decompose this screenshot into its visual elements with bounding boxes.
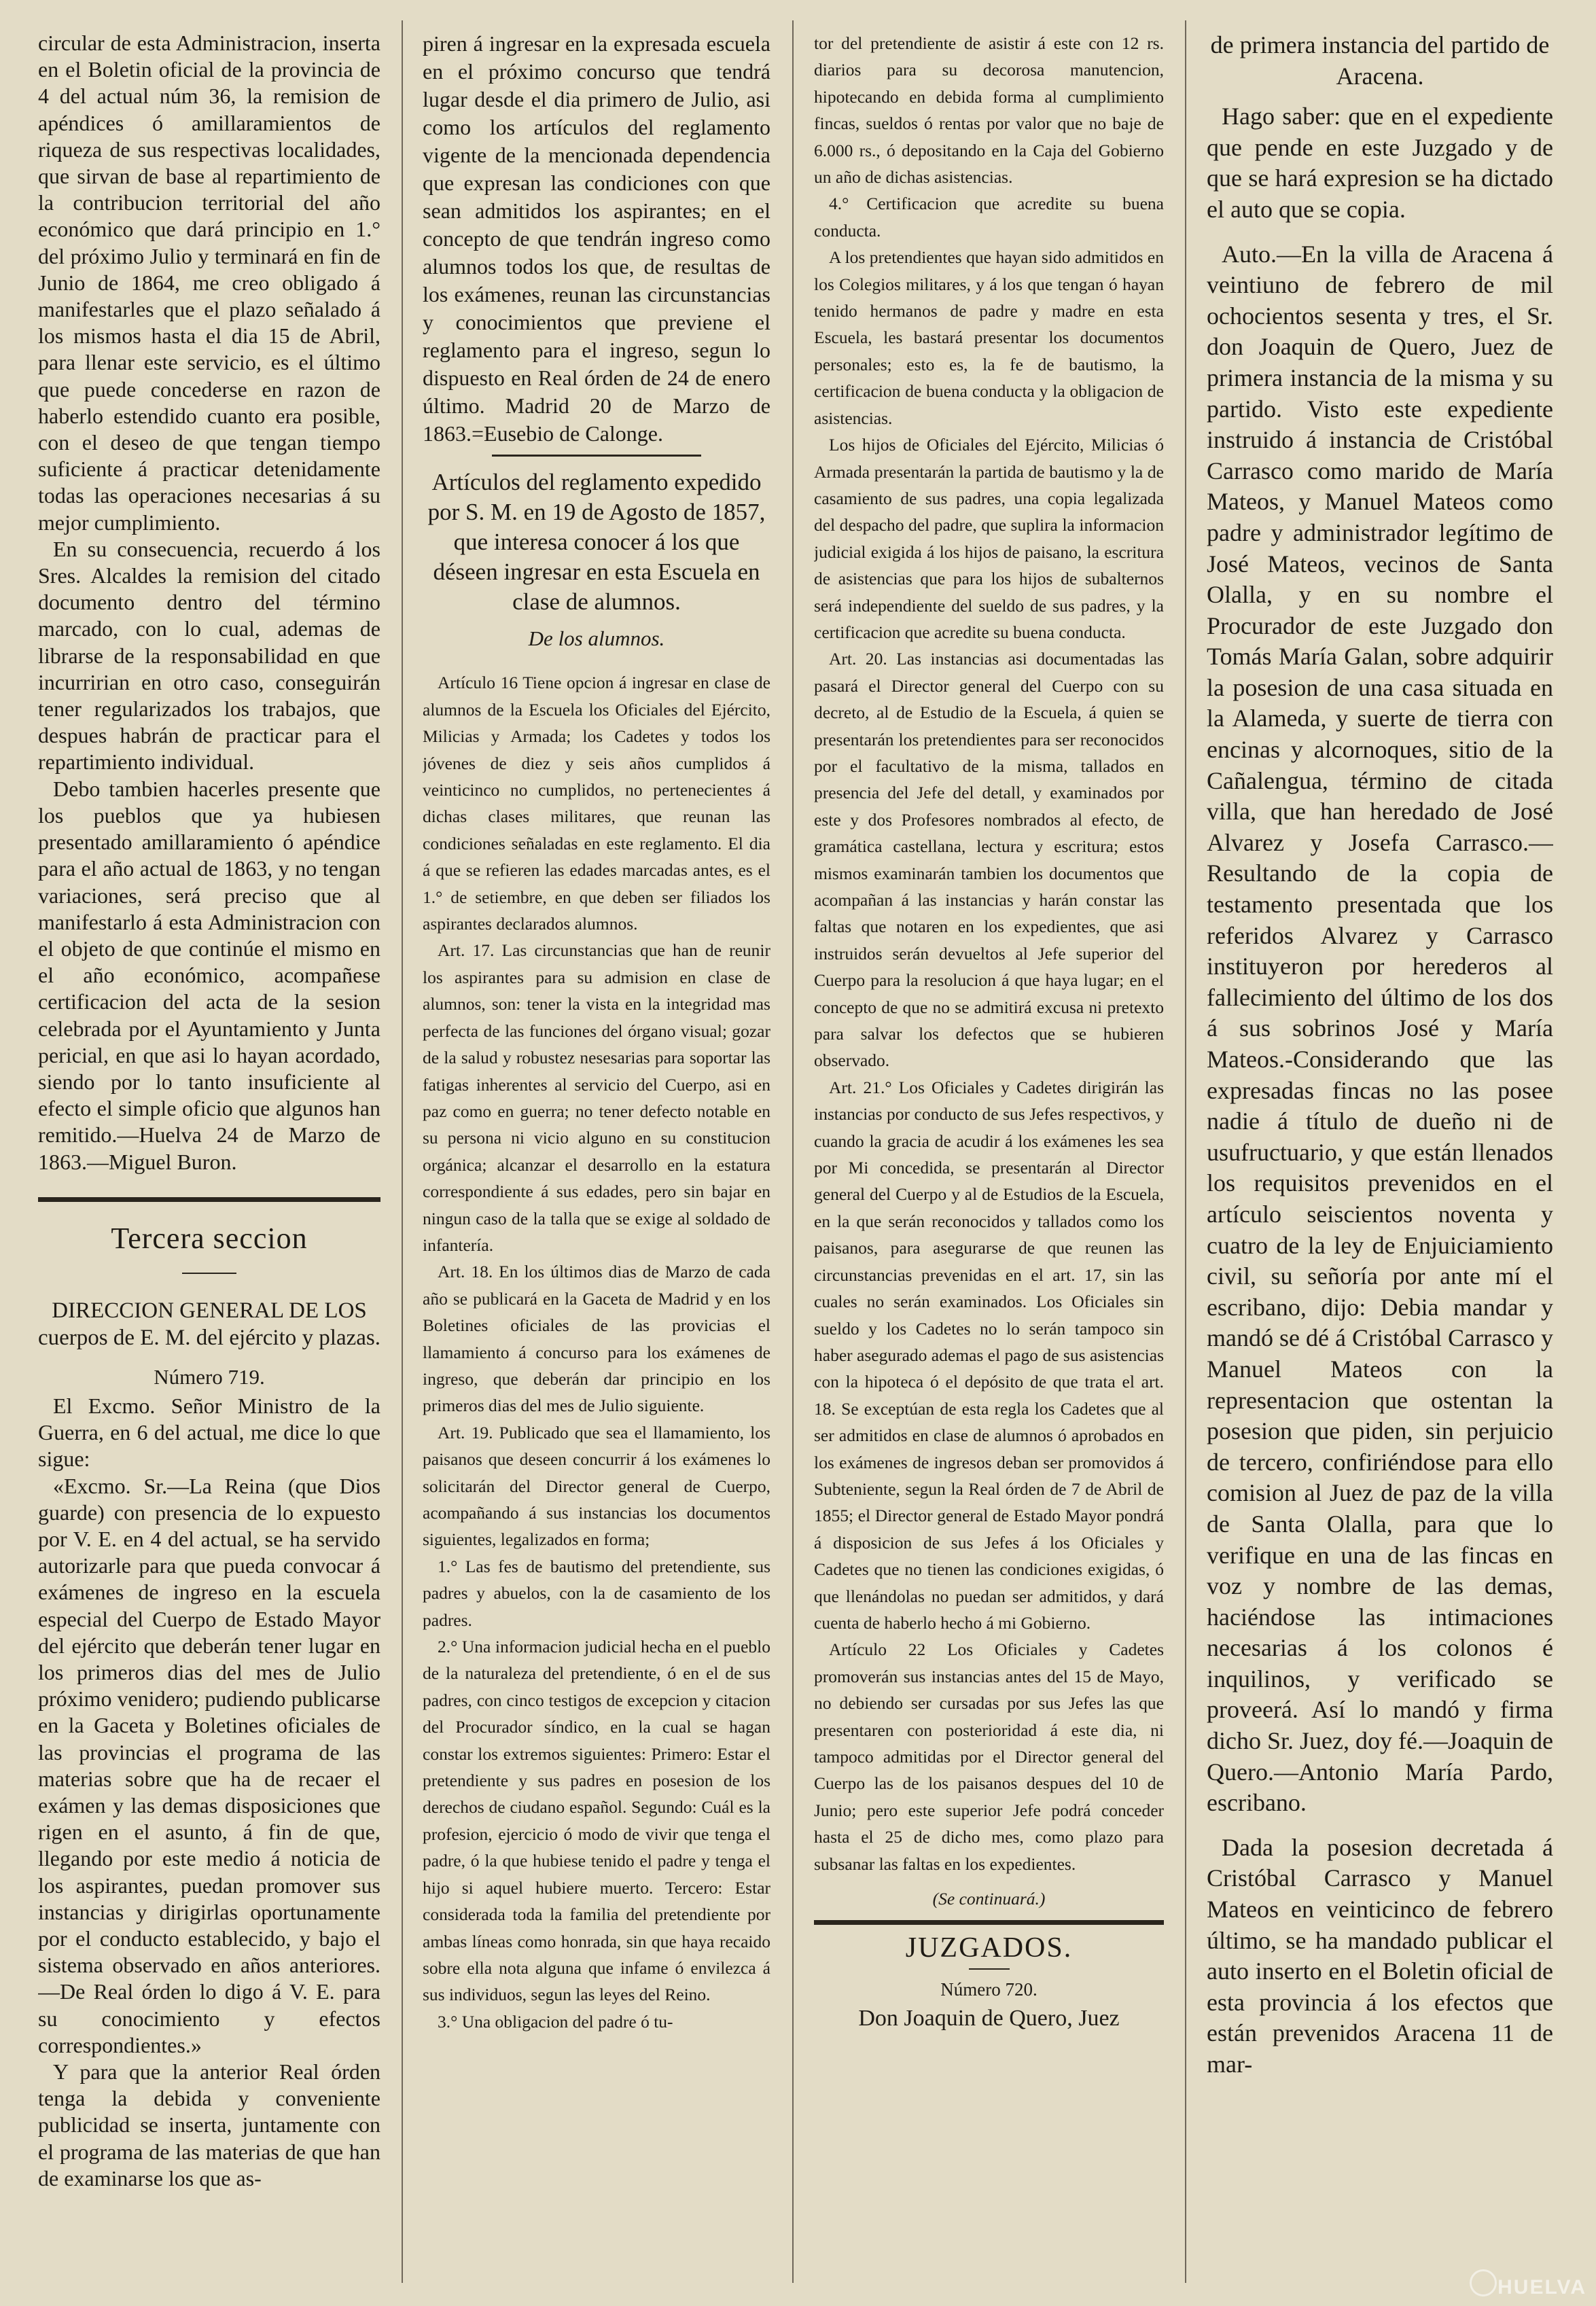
paragraph: Debo tambien hacerles presente que los pueblos que ya hubiesen presentado amillaramiento ó apéndice para el año actual de 1863, y no tengan variaciones, será preciso que al manifestarlo á esta Administracion con el objeto de que continúe el mismo en el año económico, acompañese certificacion del acta de la sesion celebrada por el Ayuntamiento y Junta pericial, en que asi lo hayan acordado, siendo por lo tanto insuficiente al efecto el simple oficio que algunos han remitido.—Huelva 24 de Marzo de 1863.—Miguel Buron. [38, 776, 380, 1174]
paragraph: piren á ingresar en la expresada escuela en el próximo concurso que tendrá lugar desde el dia primero de Julio, asi como los artículos del reglamento vigente de la mencionada dependencia que expresan las condiciones con que sean admitidos los aspirantes; en el concepto de que tendrán ingreso como alumnos todos los que, de resultas de los exámenes, reunan las circunstancias y conocimientos que previene el reglamento para el ingreso, segun lo dispuesto en Real órden de 24 de enero último. Madrid 20 de Marzo de 1863.=Eusebio de Calonge. [423, 31, 770, 446]
column-divider [1185, 20, 1186, 2283]
archive-logo-icon [1470, 2269, 1497, 2296]
requirement-3: 3.° Una obligacion del padre ó tu- [438, 2011, 673, 2032]
short-divider [969, 1968, 1010, 1970]
column-2 [423, 30, 770, 2299]
section-title: JUZGADOS. [905, 1932, 1073, 1964]
section-rule [814, 1920, 1164, 1925]
column-divider [402, 20, 403, 2283]
paragraph: Don Joaquin de Quero, Juez [858, 2005, 1120, 2031]
paragraph: «Excmo. Sr.—La Reina (que Dios guarde) con presencia de lo expuesto por V. E. en 4 del actual, se ha servido autorizarle para que pueda convocar á exámenes de ingreso en la escuela especial del Cuerpo de Estado Mayor del ejército que deberán tener lugar en los primeros dias del mes de Julio próximo venidero; pudiendo publicarse en la Gaceta y Boletines oficiales de las provincias el programa de las materias sobre que ha de recaer el exámen y las demas disposiciones que rigen en el asunto, á fin de que, llegando por este medio á noticia de los aspirantes, puedan promover sus instancias y dirigirlas oportunamente por el conducto establecido, y bajo el sistema observado en años anteriores.—De Real órden lo digo á V. E. para su conocimiento y efectos correspondientes.» [38, 1473, 380, 2057]
paragraph: El Excmo. Señor Ministro de la Guerra, en 6 del actual, me dice lo que sigue: [38, 1393, 380, 1472]
short-divider [182, 1273, 236, 1274]
paragraph: Los hijos de Oficiales del Ejército, Milicias ó Armada presentarán la partida de bautismo y la de casamiento de sus padres, una copia legalizada del despacho del padre, que suplira la informacion judicial exigida á los hijos de paisano, la escritura de asistencias que para los hijos de subalternos será independiente del sueldo de sus padres, y la certificacion que acredite su buena conducta. [814, 435, 1164, 642]
article-19: Art. 19. Publicado que sea el llamamiento, los paisanos que deseen concurrir á los exámenes lo solicitarán del Director general de Cuerpo, acompañando á sus instancias los documentos siguientes, legalizados en forma; [423, 1422, 770, 1550]
column-divider [792, 20, 794, 2283]
continued-note: (Se continuará.) [932, 1889, 1046, 1909]
column-4 [1207, 30, 1553, 2299]
requirement-4: 4.° Certificacion que acredite su buena conducta. [814, 194, 1164, 241]
article-21: Art. 21.° Los Oficiales y Cadetes dirigirán las instancias por conducto de sus Jefes respectivos, y cuando la gracia de acudir á los exámenes les sea por Mi concedida, se presentarán al Director general del Cuerpo y al de Estudios de la Escuela, en la que serán reconocidos y tallados como los paisanos, para asegurarse de que reunen las circunstancias prevenidas en el art. 17, sin las cuales no serán examinados. Los Oficiales sin sueldo y los Cadetes no lo serán tampoco sin haber asegurado ademas el pago de sus asistencias con la hipoteca ó el depósito de que trata el art. 18. Se exceptúan de esta regla los Cadetes que al ser admitidos en clase de alumnos ó aprobados en los exámenes de ingresos deban ser promovidos á Subteniente, segun la Real órden de 7 de Abril de 1855; el Director general de Estado Mayor pondrá á disposicion de sus Jefes á los Oficiales y Cadetes que no tienen las condiciones exigidas, ó que llenándolas no puedan ser admitidos, y dará cuenta de haberlo hecho á mi Gobierno. [814, 1077, 1164, 1633]
article-22: Artículo 22 Los Oficiales y Cadetes promoverán sus instancias antes del 15 de Mayo, no debiendo ser cursadas por sus Jefes las que presentaren con posterioridad á este dia, ni tampoco admitidas por el Director general del Cuerpo las de los paisanos despues del 10 de Junio; pero este superior Jefe podrá conceder hasta el 25 de dicho mes, como plazo para subsanar las faltas en los expedientes. [814, 1639, 1164, 1874]
article-20: Art. 20. Las instancias asi documentadas las pasará el Director general del Cuerpo con su decreto, al de Estudio de la Escuela, á quien se presentarán los pretendientes para ser reconocidos por el facultativo de la misma, tallados en presencia del Jefe del detall, y examinados por este y dos Profesores nombrados al efecto, de gramática castellana, lectura y escritura; estos mismos examinarán tambien los documentos que acompañan á las instancias y harán constar las faltas que notaren en los expedientes, que asi instruidos serán devueltos al Jefe superior del Cuerpo para la resolucion á que haya lugar; en el concepto de que no se admitirá excusa ni pretexto para salvar los defectos que se hubieren observado. [814, 649, 1164, 1071]
paragraph: En su consecuencia, recuerdo á los Sres. Alcaldes la remision del citado documento dentro del término marcado, con lo cual, ademas de librarse de la responsabilidad en que incurririan en otro caso, conseguirán tener regularizados los trabajos, que despues habrán de practicar para el repartimiento individual. [38, 536, 380, 775]
article-17: Art. 17. Las circunstancias que han de reunir los aspirantes para su admision en clase de alumnos, son: tener la vista en la integridad mas perfecta de las funciones del órgano visual; gozar de la salud y robustez nesesarias para soportar las fatigas inherentes al servicio del Cuerpo, asi en paz como en guerra; no tener defecto notable en su persona ni vicio alguno en su constitucion orgánica; alcanzar el desarrollo en la estatura correspondiente á sus edades, pero sin bajar en ningun caso de la talla que se exige al soldado de infantería. [423, 940, 770, 1255]
paragraph: tor del pretendiente de asistir á este con 12 rs. diarios para su decorosa manutencion, hipotecando en debida forma al cumplimiento fincas, sueldos ó rentas por valor que no baje de 6.000 rs., ó depositando en la Caja del Gobierno un año de dichas asistencias. [814, 33, 1164, 188]
paragraph: Y para que la anterior Real órden tenga la debida y conveniente publicidad se inserta, juntamente con el programa de las materias de que han de examinarse los que as- [38, 2059, 380, 2190]
paragraph: Dada la posesion decretada á Cristóbal Carrasco y Manuel Mateos en veinticinco de febrero último, se ha mandado publicar el auto inserto en el Boletin oficial de esta provincia á los efectos que están prevenidos Aracena 11 de mar- [1207, 1833, 1553, 2078]
paragraph: circular de esta Administracion, inserta en el Boletin oficial de la provincia de 4 del actual núm 36, la remision de apéndices ó amillaramientos de riqueza de sus respectivas localidades, que sirvan de base al repartimiento de la contribucion territorial del año económico que dará principio en 1.° del próximo Julio y terminará en fin de Junio de 1864, me creo obligado á manifestarles que el plazo señalado á los mismos hasta el dia 15 de Abril, para llenar este servicio, es el último que puede concederse en razon de haberlo estendido cuanto era posible, con el deseo de que tengan tiempo suficiente á practicar detenidamente todas las operaciones necesarias á su mejor cumplimiento. [38, 31, 380, 535]
article-16: Artículo 16 Tiene opcion á ingresar en clase de alumnos de la Escuela los Oficiales del Ejército, Milicias y Armada; los Cadetes y todos los jóvenes de diez y seis años cumplidos á veinticinco no cumplidos, no pertenecientes á dichas clases militares, que reunan las condiciones señaladas en este reglamento. El dia á que se refieren las edades marcadas antes, es el 1.° de setiembre, en que deben ser filiados los aspirantes declarados alumnos. [423, 673, 770, 934]
item-number: Número 720. [940, 1979, 1038, 2000]
item-number: Número 719. [154, 1364, 265, 1389]
section-rule [38, 1197, 380, 1202]
directorate-heading: DIRECCION GENERAL DE LOS cuerpos de E. M. del ejército y plazas. [38, 1298, 380, 1350]
court-order: Auto.—En la villa de Aracena á veintiuno de febrero de mil ochocientos sesenta y tres, el Sr. don Joaquin de Quero, Juez de primera instancia de la misma y su partido. Visto este expediente instruido á instancia de Cristóbal Carrasco como marido de María Mateos, y Manuel Mateos como padre y administrador legítimo de José Mateos, vecinos de Santa Olalla, y en su nombre el Procurador de este Juzgado don Tomás María Galan, sobre adquirir la posesion de una casa situada en la Alameda, y suerte de tierra con encinas y alcornoques, sitio de la Cañalengua, término de citada villa, que han heredado de José Alvarez y Josefa Carrasco.—Resultando de la copia de testamento presentada que los referidos Alvarez y Carrasco instituyeron por herederos al fallecimiento del último de los dos á sus sobrinos José y María Mateos.-Considerando que las expresadas fincas no las posee nadie á título de dueño ni de usufructuario, y que están llenados los requisitos prevenidos en el artículo seiscientos noventa y cuatro de la ley de Enjuiciamiento civil, su señoría por ante mí el escribano, dijo: Debia mandar y mandó se dé á Cristóbal Carrasco y Manuel Mateos con la representacion que ostentan la posesion que piden, sin perjuicio de tercero, confiriéndose para ello comision al Juez de paz de la villa de Santa Olalla, para que lo verifique en una de las fincas en voz y nombre de las demas, haciéndose las intimaciones necesarias á los colonos é inquilinos, y verificado se proveerá. Así lo mandó y firma dicho Sr. Juez, doy fé.—Joaquin de Quero.—Antonio María Pardo, escribano. [1207, 240, 1553, 1817]
requirement-1: 1.° Las fes de bautismo del pretendiente, sus padres y abuelos, con la de casamiento de los padres. [423, 1556, 770, 1630]
section-title: Tercera seccion [111, 1221, 308, 1255]
column-3 [814, 30, 1164, 2299]
articles-heading: Artículos del reglamento expedido por S. M. en 19 de Agosto de 1857, que interesa conocer á los que déseen ingresar en esta Escuela en clase de alumnos. [427, 469, 766, 615]
requirement-2: 2.° Una informacion judicial hecha en el pueblo de la naturaleza del pretendiente, ó en el de sus padres, con cinco testigos de excepcion y citacion del Procurador síndico, en la cual se hagan constar los extremos siguientes: Primero: Estar el pretendiente y sus padres en posesion de los derechos de ciudano español. Segundo: Cuál es la profesion, ejercicio ó modo de vivir que tenga el padre, ó la que hubiese tenido el padre y tenga el hijo si aquel hubiere muerto. Tercero: Estar considerada toda la familia del pretendiente por ambas líneas como honrada, sin que haya recaido sobre ella nota alguna que infame ó envilezca á sus individuos, segun las leyes del Reino. [423, 1637, 770, 2005]
subheading: De los alumnos. [528, 626, 665, 650]
paragraph: A los pretendientes que hayan sido admitidos en los Colegios militares, y á los que tengan ó hayan tenido hermanos de padre y madre en esta Escuela, les bastará presentar los documentos personales; esto es, la fe de bautismo, la certificacion de buena conducta y la obligacion de asistencias. [814, 247, 1164, 428]
divider [492, 455, 701, 457]
archive-watermark: HUELVA [1497, 2276, 1586, 2299]
paragraph: de primera instancia del partido de Aracena. [1210, 31, 1550, 90]
paragraph: Hago saber: que en el expediente que pende en este Juzgado y de que se hará expresion se ha dictado el auto que se copia. [1207, 103, 1553, 223]
column-1 [38, 30, 380, 2299]
article-18: Art. 18. En los últimos dias de Marzo de cada año se publicará en la Gaceta de Madrid y en los Boletines oficiales de las provicias el llamamiento á concurso para los exámenes de ingreso, que deberán dar principio en los primeros dias del mes de Julio siguiente. [423, 1262, 770, 1416]
